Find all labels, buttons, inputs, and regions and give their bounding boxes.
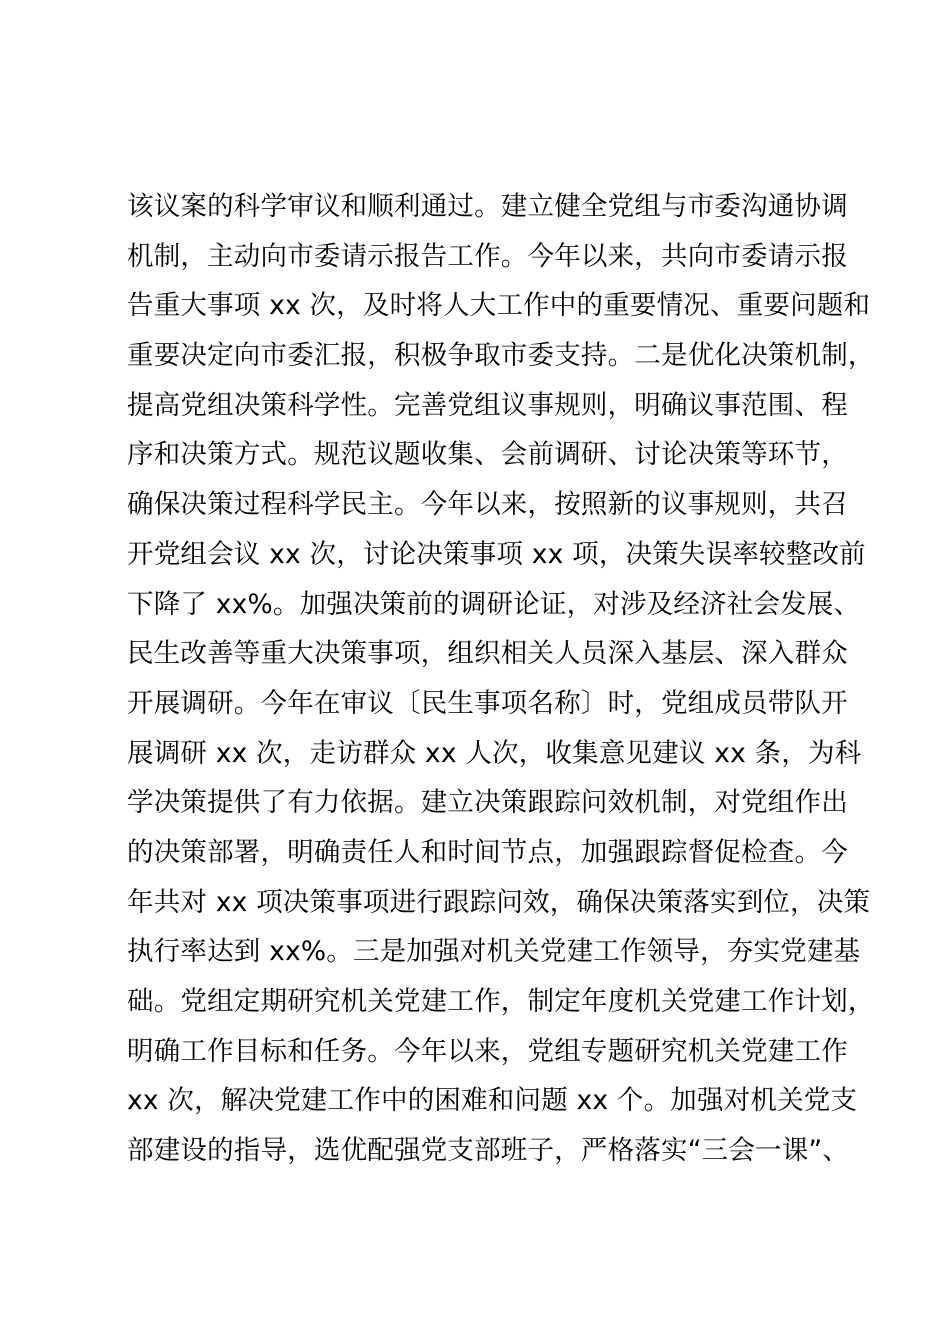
text-line: 民生改善等重大决策事项，组织相关人员深入基层、深入群众 (127, 638, 848, 670)
text-line: 的决策部署，明确责任人和时间节点，加强跟踪督促检查。今 (127, 836, 848, 868)
body-paragraph (127, 182, 875, 1176)
text-line: 开展调研。今年在审议〔民生事项名称〕时，党组成员带队开 (127, 687, 848, 719)
text-line: 机制，主动向市委请示报告工作。今年以来，共向市委请示报 (127, 240, 848, 272)
text-line: 该议案的科学审议和顺利通过。建立健全党组与市委沟通协调 (127, 191, 848, 222)
text-line: 明确工作目标和任务。今年以来，党组专题研究机关党建工作 (127, 1035, 848, 1067)
text-line: 学决策提供了有力依据。建立决策跟踪问效机制，对党组作出 (127, 787, 848, 819)
text-line: 确保决策过程科学民主。今年以来，按照新的议事规则，共召 (127, 489, 848, 521)
text-line: 重要决定向市委汇报，积极争取市委支持。二是优化决策机制， (127, 340, 875, 372)
text-line: 下降了 xx%。加强决策前的调研论证，对涉及经济社会发展、 (127, 588, 861, 620)
text-line: 序和决策方式。规范议题收集、会前调研、讨论决策等环节， (127, 439, 848, 471)
text-line: 展调研 xx 次，走访群众 xx 人次，收集意见建议 xx 条，为科 (127, 737, 862, 769)
text-line: xx 次，解决党建工作中的困难和问题 xx 个。加强对机关党支 (127, 1085, 858, 1117)
text-line: 告重大事项 xx 次，及时将人大工作中的重要情况、重要问题和 (127, 290, 871, 322)
text-line: 开党组会议 xx 次，讨论决策事项 xx 项，决策失误率较整改前 (127, 538, 866, 570)
text-line: 提高党组决策科学性。完善党组议事规则，明确议事范围、程 (127, 389, 848, 421)
text-line: 执行率达到 xx%。三是加强对机关党建工作领导，夯实党建基 (127, 936, 861, 968)
text-line: 部建设的指导，选优配强党支部班子，严格落实“三会一课”、 (127, 1135, 850, 1167)
text-line: 年共对 xx 项决策事项进行跟踪问效，确保决策落实到位，决策 (127, 886, 871, 918)
text-line: 础。党组定期研究机关党建工作，制定年度机关党建工作计划， (127, 986, 875, 1017)
